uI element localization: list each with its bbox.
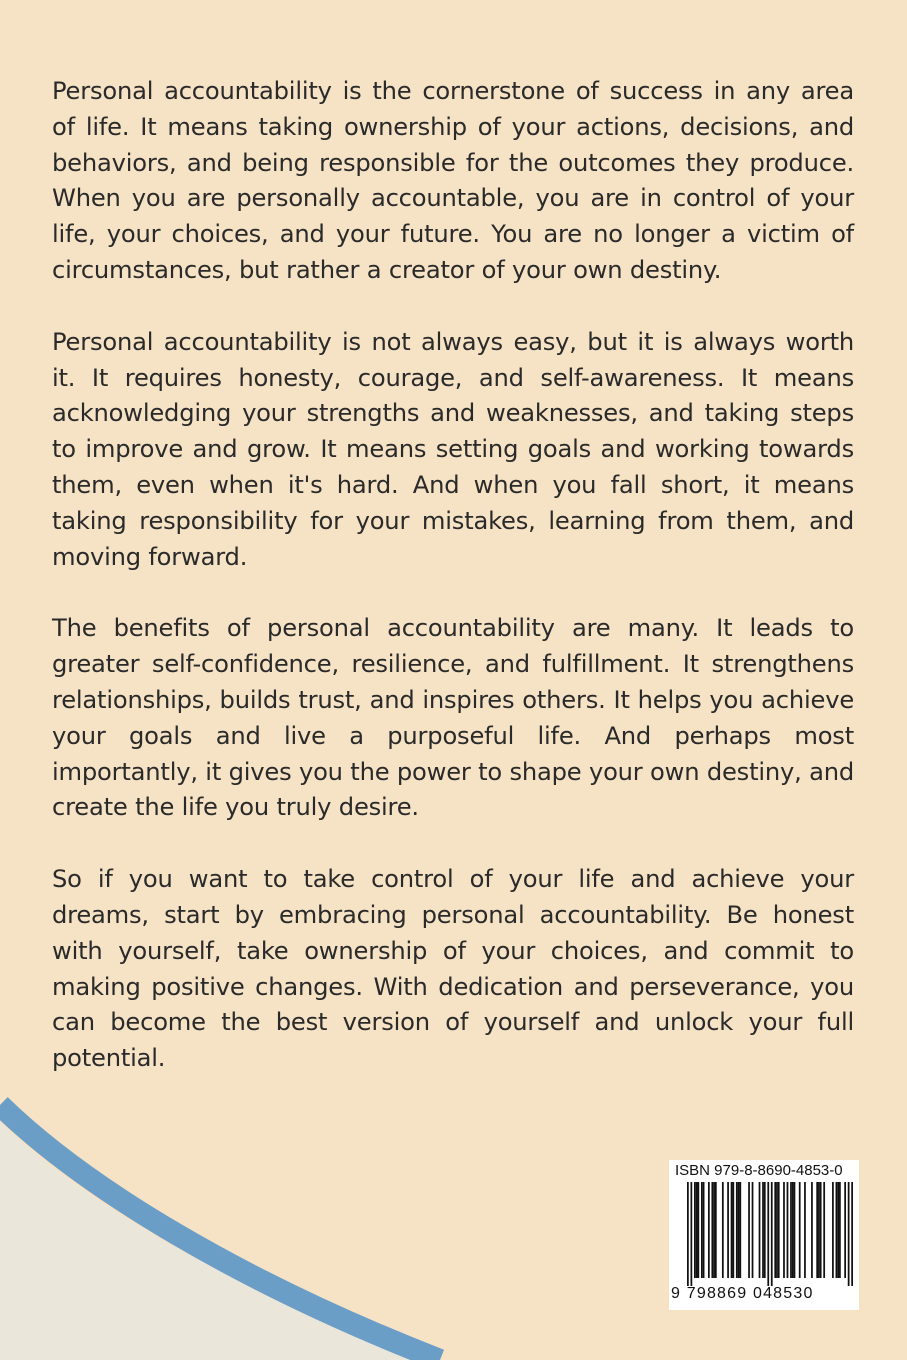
barcode-bar [701,1182,703,1278]
barcode-bar [774,1182,776,1278]
paragraph-2: Personal accountability is not always easy, but it is always worth it. It requires honesty, courage, and self-awareness. It means acknowledging your strengths and weaknesses, and taking steps to improve and grow. It means setting goals and working towards them, even when it's hard. And when you fall short, it means taking responsibility for your mistakes, learning from them, and moving forward. [52,327,854,571]
barcode-bar [839,1182,841,1278]
barcode-bar [759,1182,761,1278]
barcode-bar [713,1182,715,1278]
paragraph-4: So if you want to take control of your life and achieve your dreams, start by embracing personal accountability. Be honest with yourself, take ownership of your choices, and commit to making positive changes. With dedication and perseverance, you can become the best version of yourself and unlock your full potential. [52,865,854,1073]
barcode-bar [792,1182,794,1278]
barcode-bar [804,1182,806,1278]
body-text [52,74,854,1113]
barcode-bar [767,1182,769,1286]
isbn-barcode [669,1160,859,1310]
paragraph-1: Personal accountability is the cornerstone of success in any area of life. It means taking ownership of your actions, decisions, and behaviors, and being responsible for the outcomes they produce. When you are personally accountable, you are in control of your life, your choices, and your future. You are no longer a victim of circumstances, but rather a creator of your own destiny. [52,77,854,284]
barcode-bar [687,1182,689,1286]
corner-fill [0,1122,430,1360]
barcode-bar [778,1182,780,1278]
barcode-bar [696,1182,698,1278]
barcode-bar [731,1182,733,1278]
barcode-bar [820,1182,822,1278]
barcode-bar [708,1182,710,1278]
barcode-bar [823,1182,825,1278]
barcode-bar [748,1182,750,1278]
barcode-bar [690,1182,692,1286]
barcode-bar [848,1182,850,1286]
barcode-bar [783,1182,785,1278]
barcode-bar [697,1182,699,1278]
barcode-bar [776,1182,778,1278]
barcode-bar [851,1182,853,1286]
barcode-bar [752,1182,754,1278]
barcode-bar [703,1182,705,1278]
barcode-bar [764,1182,766,1278]
barcode-digits: 9 798869 048530 [671,1285,814,1302]
barcode-bar [732,1182,734,1278]
barcode-bar [790,1182,792,1278]
isbn-label: ISBN 979-8-8690-4853-0 [675,1162,843,1179]
barcode-bar [771,1182,773,1286]
barcode-bar [738,1182,740,1278]
barcode-bars [687,1182,853,1286]
paragraph-3: The benefits of personal accountability are many. It leads to greater self-confidence, resilience, and fulfillment. It strengthens relationships, builds trust, and inspires others. It helps you achieve your goals and live a purposeful life. And perhaps most importantly, it gives you the power to shape your own destiny, and create the life you truly desire. [52,614,855,822]
barcode-bar [711,1182,713,1278]
barcode-bar [837,1182,839,1278]
barcode-bar [715,1182,717,1278]
barcode-bar [739,1182,741,1278]
barcode-bar [694,1182,696,1278]
barcode-bar [816,1182,818,1278]
barcode-bar [787,1182,789,1278]
barcode-bar [836,1182,838,1278]
barcode-bar [799,1182,801,1278]
barcode-bar [844,1182,846,1278]
barcode-bar [794,1182,796,1278]
barcode-bar [832,1182,834,1278]
blue-curve [0,1105,440,1360]
barcode-bar [811,1182,813,1278]
barcode-bar [736,1182,738,1278]
barcode-bar [818,1182,820,1278]
barcode-bar [727,1182,729,1278]
barcode-bar [722,1182,724,1278]
barcode-bar [762,1182,764,1278]
